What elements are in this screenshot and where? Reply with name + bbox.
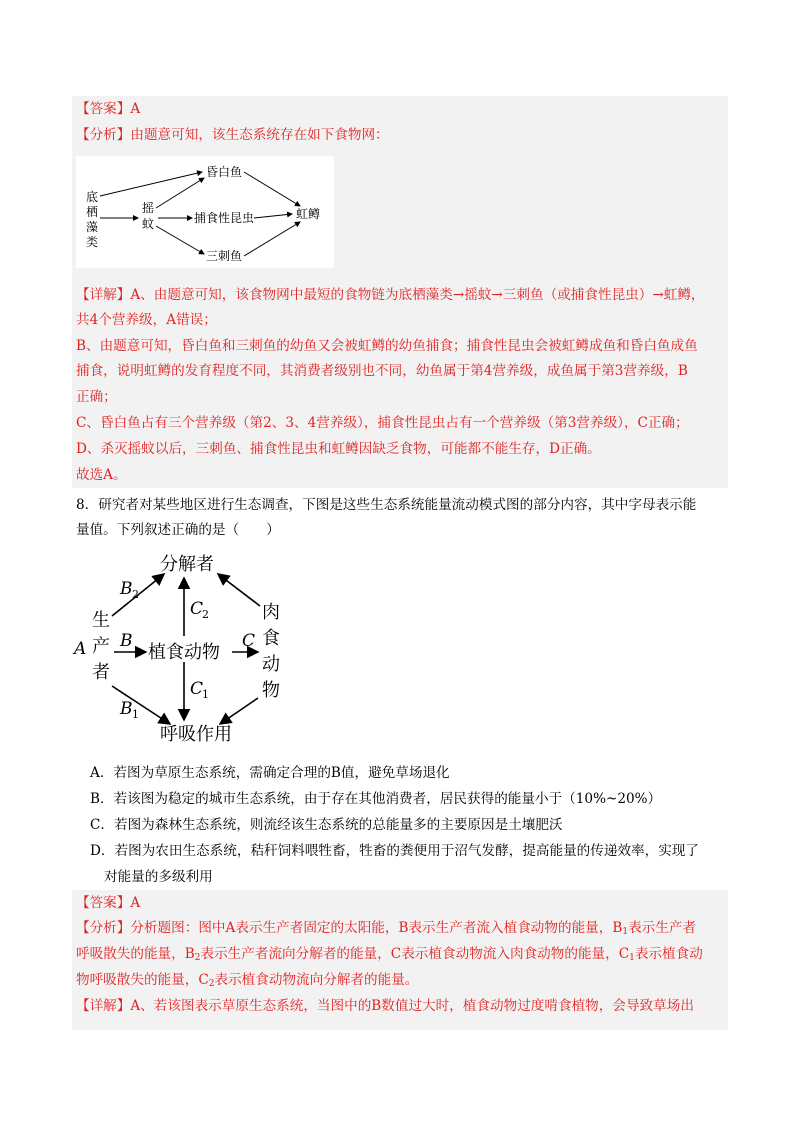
label-C1-sub: 1: [202, 688, 209, 701]
option-D[interactable]: D．若图为农田生态系统，秸秆饲料喂牲畜，牲畜的粪便用于沼气发酵，提高能量的传递效率，实现了: [90, 843, 700, 859]
label-carnivore-2: 食: [262, 628, 280, 649]
analysis-2-line-1: 【分析】分析题图：图中A表示生产者固定的太阳能，B表示生产者流入植食动物的能量，$B_1$表示生产者: [76, 920, 697, 937]
detail-2: 【详解】A、若该图表示草原生态系统，当图中的B数值过大时，植食动物过度啃食植物，会导致草场出: [76, 998, 694, 1014]
arrow-insect-trout: [254, 214, 292, 218]
option-A[interactable]: A．若图为草原生态系统，需确定合理的B值，避免草场退化: [90, 765, 450, 781]
question-8-line-2: 量值。下列叙述正确的是（ ）: [76, 522, 280, 538]
detail-1-line-8: 故选A。: [76, 467, 127, 483]
analysis-1: 【分析】由题意可知，该生态系统存在如下食物网：: [76, 127, 389, 143]
detail-1-line-1: 【详解】A、由题意可知，该食物网中最短的食物链为底栖藻类→摇蚊→三刺鱼（或捕食性昆虫）→虹鳟，: [76, 287, 705, 303]
label-herbivore: 植食动物: [148, 642, 220, 663]
label-B1-sub: 1: [132, 708, 139, 721]
label-B2: B: [120, 579, 133, 599]
label-A: A: [74, 639, 87, 659]
arrow-midge-fish: [156, 178, 204, 208]
detail-1-line-2: 共4个营养级，A错误；: [76, 312, 217, 328]
answer-1: 【答案】A: [76, 101, 141, 117]
food-web-diagram: [76, 156, 334, 268]
arrow-midge-stickleback: [156, 226, 204, 254]
label-C2: C: [190, 599, 204, 619]
arrow-carnivore-respiration: [220, 698, 258, 724]
analysis-2-line-2: 呼吸散失的能量，$B_2$表示生产者流向分解者的能量，C表示植食动物流入肉食动物的能量，$C_1$表示植食动: [76, 946, 703, 963]
label-C: C: [242, 631, 256, 651]
question-8-line-1: 8．研究者对某些地区进行生态调查，下图是这些生态系统能量流动模式图的部分内容，其中字母表示能: [76, 497, 697, 513]
node-algae-3: 藻: [86, 220, 99, 234]
node-fish-1: 昏白鱼: [206, 165, 243, 179]
label-respiration: 呼吸作用: [160, 724, 232, 745]
option-C[interactable]: C．若图为森林生态系统，则流经该生态系统的总能量多的主要原因是土壤肥沃: [90, 817, 563, 833]
label-B1: B: [120, 699, 133, 719]
label-C1: C: [190, 679, 204, 699]
label-producer-3: 者: [92, 662, 110, 683]
option-B[interactable]: B．若该图为稳定的城市生态系统，由于存在其他消费者，居民获得的能量小于（10%~20%）: [90, 791, 662, 807]
node-midge-2: 蚊: [142, 217, 155, 231]
label-carnivore-4: 物: [262, 680, 280, 701]
detail-1-line-5: 正确；: [76, 389, 117, 405]
label-carnivore-3: 动: [262, 654, 280, 675]
detail-1-line-4: 捕食，说明虹鳟的发育程度不同，其消费者级别也不同，幼鱼属于第4营养级，成鱼属于第3营养级，B: [76, 363, 688, 379]
energy-flow-diagram: [70, 548, 300, 748]
arrow-carnivore-decomposer: [218, 574, 260, 606]
arrow-stickleback-trout: [244, 222, 300, 256]
node-algae-1: 底: [86, 190, 99, 204]
arrow-fish-trout: [244, 172, 300, 206]
node-algae-4: 类: [86, 235, 99, 249]
node-insect: 捕食性昆虫: [194, 211, 255, 225]
node-stickleback: 三刺鱼: [206, 249, 243, 263]
node-midge-1: 摇: [142, 201, 155, 215]
label-carnivore-1: 肉: [262, 602, 280, 623]
answer-2: 【答案】A: [76, 895, 141, 911]
detail-1-line-6: C、昏白鱼占有三个营养级（第2、3、4营养级），捕食性昆虫占有一个营养级（第3营养级），C正确；: [76, 415, 689, 431]
node-trout: 虹鳟: [296, 207, 321, 221]
label-decomposer: 分解者: [160, 554, 214, 575]
label-producer-1: 生: [92, 610, 110, 631]
detail-1-line-7: D、杀灭摇蚊以后，三刺鱼、捕食性昆虫和虹鳟因缺乏食物，可能都不能生存，D正确。: [76, 441, 601, 457]
label-C2-sub: 2: [202, 608, 209, 621]
label-producer-2: 产: [92, 636, 110, 657]
arrow-algae-fish: [100, 172, 202, 196]
label-B2-sub: 2: [132, 588, 139, 601]
detail-1-line-3: B、由题意可知，昏白鱼和三刺鱼的幼鱼又会被虹鳟的幼鱼捕食；捕食性昆虫会被虹鳟成鱼和昏白鱼成鱼: [76, 338, 698, 354]
node-algae-2: 栖: [86, 205, 99, 219]
analysis-2-line-3: 物呼吸散失的能量，$C_2$表示植食动物流向分解者的能量。: [76, 972, 419, 989]
option-D-cont: 对能量的多级利用: [104, 869, 213, 885]
label-B: B: [120, 631, 133, 651]
